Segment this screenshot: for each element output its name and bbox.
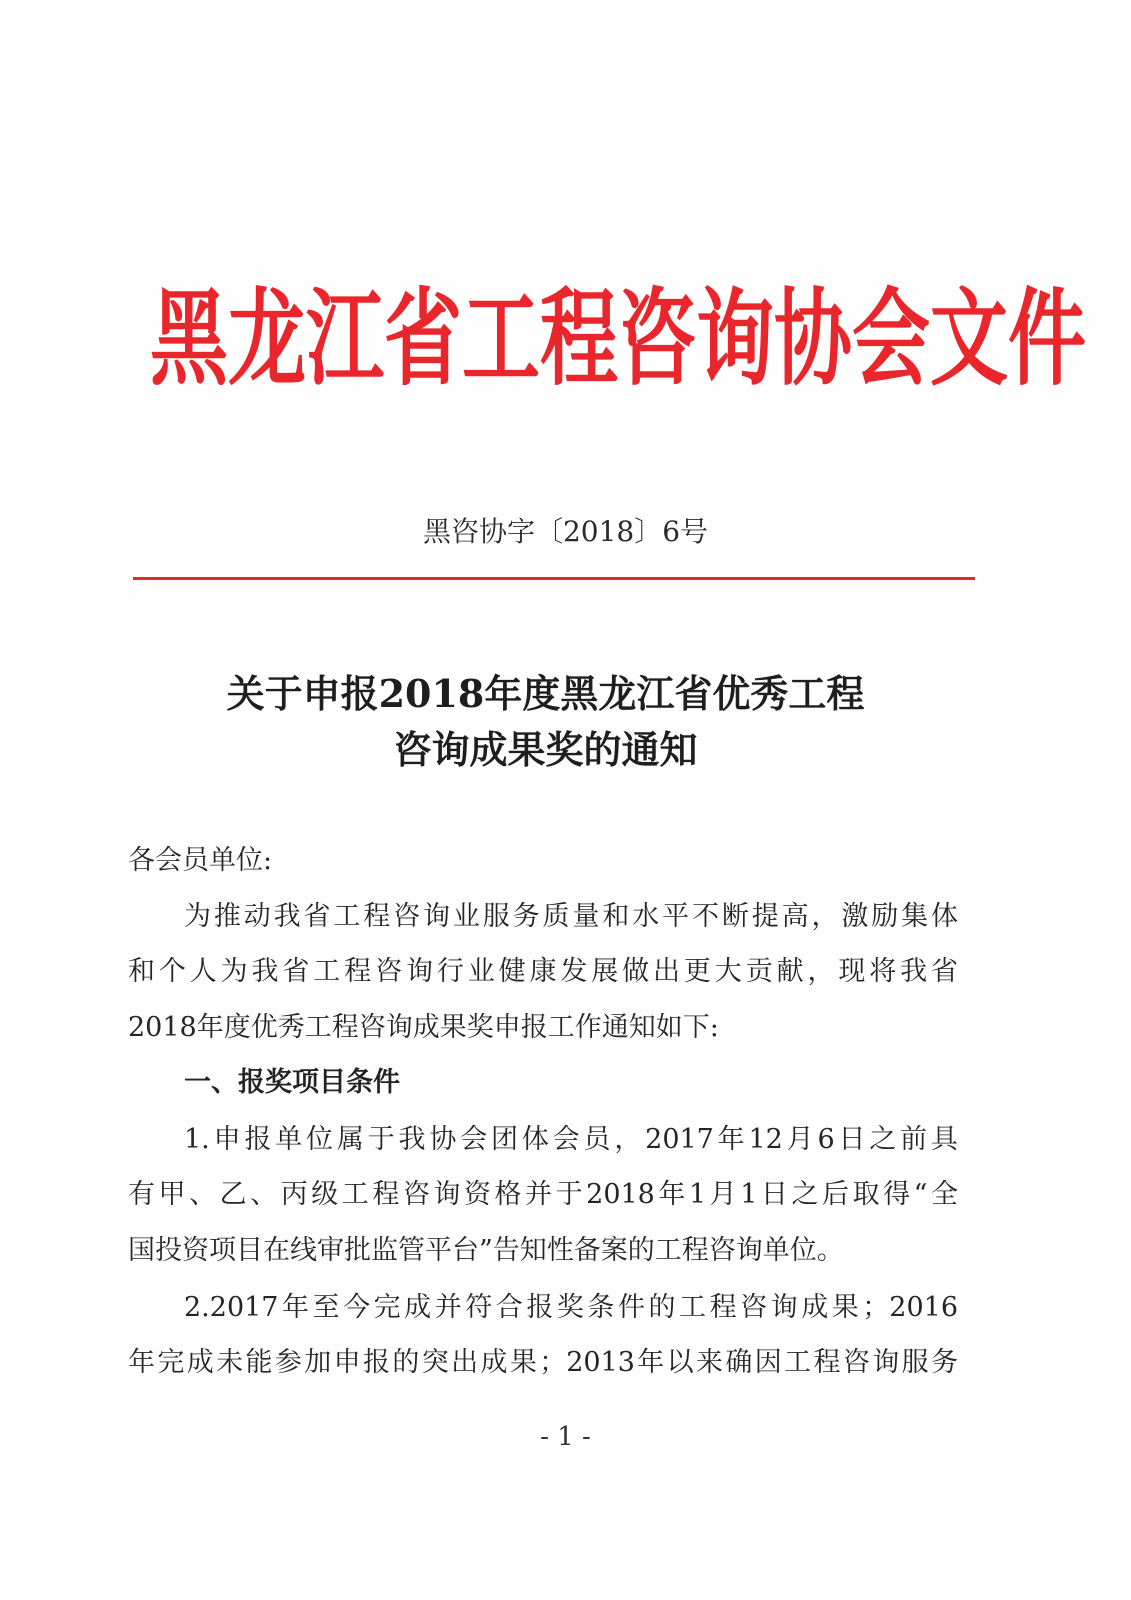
salutation: 各会员单位: bbox=[128, 845, 273, 876]
item-1-line: 国投资项目在线审批监管平台”告知性备案的工程咨询单位。 bbox=[128, 1235, 844, 1266]
intro-line: 为推动我省工程咨询业服务质量和水平不断提高，激励集体 bbox=[184, 901, 958, 932]
item-1-line: 有甲、乙、丙级工程咨询资格并于2018年1月1日之后取得“全 bbox=[128, 1179, 958, 1210]
masthead-title: 黑龙江省工程咨询协会文件 bbox=[150, 277, 1087, 401]
page-number: - 1 - bbox=[540, 1422, 591, 1452]
section-heading: 一、报奖项目条件 bbox=[184, 1067, 400, 1098]
item-2-line: 年完成未能参加申报的突出成果；2013年以来确因工程咨询服务 bbox=[128, 1347, 958, 1378]
item-2-line: 2.2017年至今完成并符合报奖条件的工程咨询成果；2016 bbox=[184, 1292, 958, 1323]
red-divider bbox=[133, 577, 975, 580]
notice-title-line-1: 关于申报2018年度黑龙江省优秀工程 bbox=[226, 671, 865, 716]
intro-line: 2018年度优秀工程咨询成果奖申报工作通知如下: bbox=[128, 1012, 719, 1043]
intro-line: 和个人为我省工程咨询行业健康发展做出更大贡献，现将我省 bbox=[128, 956, 958, 987]
notice-title-line-2: 咨询成果奖的通知 bbox=[393, 727, 698, 772]
item-1-line: 1.申报单位属于我协会团体会员，2017年12月6日之前具 bbox=[184, 1124, 958, 1155]
document-number: 黑咨协字〔2018〕6号 bbox=[422, 515, 709, 548]
